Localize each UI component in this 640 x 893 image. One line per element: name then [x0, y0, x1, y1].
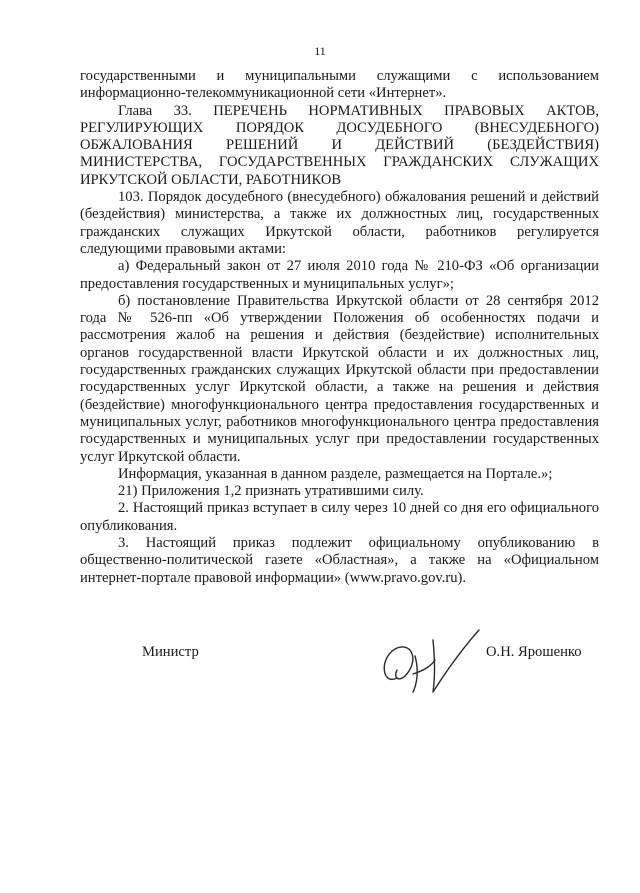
- handwritten-signature: [375, 626, 490, 701]
- chapter-title: Глава 33. ПЕРЕЧЕНЬ НОРМАТИВНЫХ ПРАВОВЫХ АКТОВ, РЕГУЛИРУЮЩИХ ПОРЯДОК ДОСУДЕБНОГО (ВНЕСУДЕБНОГО) ОБЖАЛОВАНИЯ РЕШЕНИЙ И ДЕЙСТВИЙ (БЕЗДЕЙСТВИЯ) МИНИСТЕРСТВА, ГОСУДАРСТВЕННЫХ ГРАЖДАНСКИХ СЛУЖАЩИХ ИРКУТСКОЙ ОБЛАСТИ, РАБОТНИКОВ: [80, 102, 599, 188]
- signature-block: [0, 640, 640, 710]
- document-body: [80, 68, 599, 587]
- info-paragraph: Информация, указанная в данном разделе, размещается на Портале.»;: [118, 465, 553, 482]
- list-item-21: 21) Приложения 1,2 признать утратившими силу.: [118, 483, 424, 500]
- point-3: 3. Настоящий приказ подлежит официальному опубликованию в общественно-политической газете «Областная», а также на «Официальном интернет-портале правовой информации» (www.pravo.gov.ru).: [80, 535, 599, 586]
- signatory-name: О.Н. Ярошенко: [486, 644, 582, 660]
- continuation-paragraph: государственными и муниципальными служащими с использованием информационно-телекоммуникационной сети «Интернет».: [80, 68, 599, 102]
- signatory-title: Министр: [142, 644, 199, 660]
- list-item-a: а) Федеральный закон от 27 июля 2010 года № 210-ФЗ «Об организации предоставления государственных и муниципальных услуг»;: [80, 258, 599, 292]
- point-2: 2. Настоящий приказ вступает в силу через 10 дней со дня его официального опубликования.: [80, 500, 599, 534]
- list-item-b: б) постановление Правительства Иркутской области от 28 сентября 2012 года № 526-пп «Об утверждении Положения об особенностях подачи и рассмотрения жалоб на решения и действия (бездействие) исполнительных органов государственной власти Иркутской области и их должностных лиц, государственных гражданских служащих Иркутской области при предоставлении государственных услуг Иркутской области, а также на решения и действия (бездействие) многофункционального центра предоставления государственных и муниципальных услуг, работников многофункционального центра предоставления государственных и муниципальных услуг при предоставлении государственных услуг Иркутской области.: [80, 292, 599, 465]
- page-number: 11: [314, 44, 326, 58]
- paragraph-103: 103. Порядок досудебного (внесудебного) обжалования решений и действий (бездействия) министерства, а также их должностных лиц, государственных гражданских служащих Иркутской области, работников регулируется следующими правовыми актами:: [80, 189, 599, 257]
